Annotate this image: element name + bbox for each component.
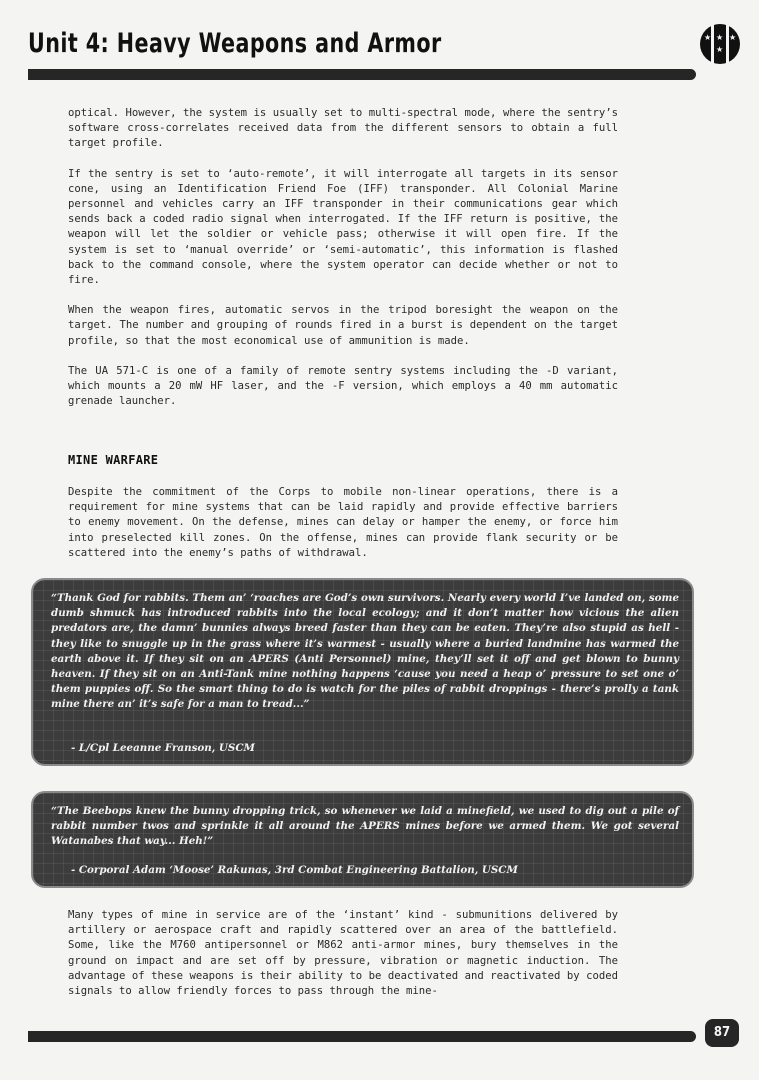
page-number: 87 bbox=[705, 1019, 739, 1047]
quote-text: “Thank God for rabbits. Them an’ ‘roaches are God’s own survivors. Nearly every world I’ve landed on, some dumb shmuck has introduced rabbits into the local ecology; and it don’t matter how vicious the alien predators are, the damn’ bunnies always breed faster than they can be eaten. They’re also stupid as hell - they like to snuggle up in the grass where it’s warmest - usually where a buried landmine has warmed the earth above it. If they sit on an APERS (Anti Personnel) mine, they’ll set it off and get blown to bunny heaven. If they sit on an Anti-Tank mine nothing happens ‘cause you need a heap o’ pressure to set one o’ them puppies off. So the smart thing to do is watch for the piles of rabbit droppings - there’s prolly a tank mine there an’ it’s safe for a man to tread...” bbox=[51, 592, 679, 711]
quote-text: “The Beebops knew the bunny dropping trick, so whenever we laid a minefield, we used to dig out a pile of rabbit number twos and sprinkle it all around the APERS mines before we armed them. We got several Watanabes that way... Heh!” bbox=[51, 805, 679, 848]
section-intro: Despite the commitment of the Corps to mobile non-linear operations, there is a requirement for mine systems that can be laid rapidly and provide effective barriers to enemy movement. On the defense, mines can delay or hamper the enemy, or force him into preselected kill zones. On the offense, mines can provide flank security or be scattered into the enemy’s paths of withdrawal. bbox=[68, 486, 618, 559]
quote-box-2 bbox=[31, 791, 694, 888]
header-bar bbox=[28, 69, 696, 80]
footer-bar bbox=[28, 1031, 696, 1042]
paragraph: If the sentry is set to ‘auto-remote’, it will interrogate all targets in its sensor cone, using an Identification Friend Foe (IFF) transponder. All Colonial Marine personnel and vehicles carry an IFF transponder in their communications gear which sends back a coded radio signal when interrogated. If the IFF return is positive, the weapon will let the soldier or vehicle pass; otherwise it will open fire. If the system is set to ‘manual override’ or ‘semi-automatic’, this information is flashed back to the command console, where the system operator can decide whether or not to fire. bbox=[68, 167, 618, 287]
paragraph: optical. However, the system is usually set to multi-spectral mode, where the sentry’s software cross-correlates received data from the different sensors to obtain a full target profile. bbox=[68, 107, 618, 150]
quote-box-1 bbox=[31, 578, 694, 766]
winged-star-emblem-icon: ★ ★ ★ ★ bbox=[700, 24, 740, 64]
section-heading: MINE WARFARE bbox=[68, 453, 159, 467]
quote-attribution: - L/Cpl Leeanne Franson, USCM bbox=[71, 742, 255, 754]
paragraph: The UA 571-C is one of a family of remote sentry systems including the -D variant, which mounts a 20 mW HF laser, and the -F version, which employs a 40 mm automatic grenade launcher. bbox=[68, 364, 618, 408]
quote-attribution: - Corporal Adam ‘Moose’ Rakunas, 3rd Combat Engineering Battalion, USCM bbox=[71, 864, 518, 876]
body-text bbox=[68, 106, 618, 424]
closing-paragraph: Many types of mine in service are of the ‘instant’ kind - submunitions delivered by artillery or aerospace craft and rapidly scattered over an area of the battlefield. Some, like the M760 antipersonnel or M862 anti-armor mines, bury themselves in the ground on impact and are set off by pressure, vibration or magnetic induction. The advantage of these weapons is their ability to be deactivated and reactivated by coded signals to allow friendly forces to pass through the mine- bbox=[68, 909, 618, 998]
page-title: Unit 4: Heavy Weapons and Armor bbox=[28, 28, 442, 59]
paragraph: When the weapon fires, automatic servos in the tripod boresight the weapon on the target. The number and grouping of rounds fired in a burst is dependent on the target profile, so that the most economical use of ammunition is made. bbox=[68, 304, 618, 347]
